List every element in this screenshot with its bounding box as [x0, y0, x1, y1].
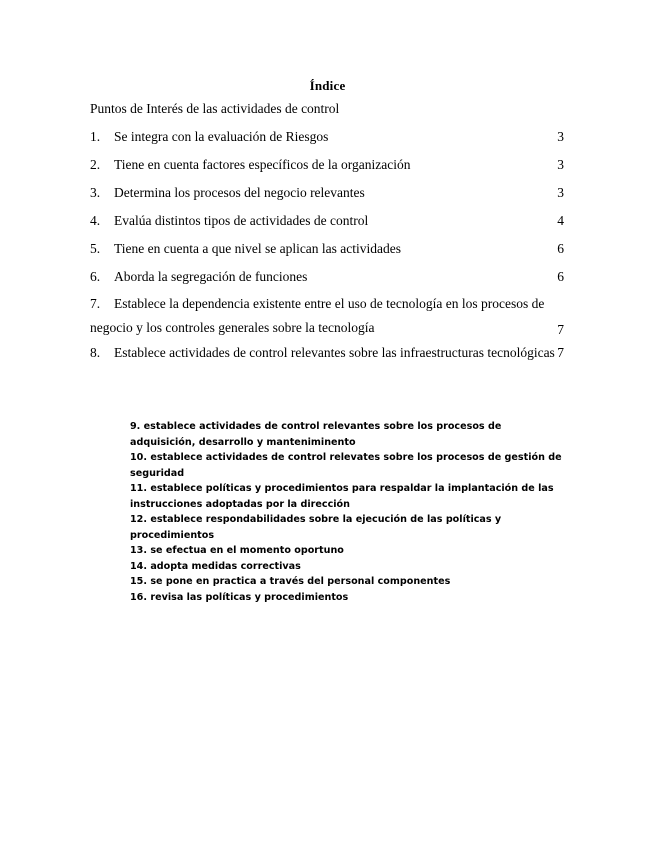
toc-entry[interactable]: [90, 344, 564, 372]
list-item: 12. establece respondabilidades sobre la ejecución de las políticas y procedimientos: [130, 514, 502, 541]
toc-entry-text: Aborda la segregación de funciones: [114, 269, 308, 284]
toc-entry-text: Establece actividades de control relevantes sobre las infraestructuras tecnológicas: [114, 345, 555, 360]
toc-entry-page: 6: [557, 241, 564, 256]
toc-entry-text: Tiene en cuenta factores específicos de la organización: [114, 157, 411, 172]
toc-entry[interactable]: [90, 240, 564, 268]
toc-entry-number: 8.: [90, 345, 101, 360]
toc-entry-page: 4: [557, 213, 564, 228]
table-of-contents: [90, 128, 564, 372]
toc-entry-text: Evalúa distintos tipos de actividades de control: [114, 213, 369, 228]
list-item: 10. establece actividades de control relevates sobre los procesos de gestión de seguridad: [130, 452, 562, 479]
toc-entry-text: Determina los procesos del negocio relevantes: [114, 185, 365, 200]
toc-entry-number: 2.: [90, 157, 101, 172]
toc-entry-number: 6.: [90, 269, 101, 284]
toc-entry-number: 4.: [90, 213, 101, 228]
index-title: Índice: [309, 78, 346, 93]
toc-entry[interactable]: [90, 128, 564, 156]
additional-points-list: [130, 419, 570, 605]
toc-entry[interactable]: [90, 156, 564, 184]
toc-entry[interactable]: [90, 184, 564, 212]
toc-entry-page: 3: [557, 157, 564, 172]
toc-entry-page: 7: [557, 322, 564, 337]
toc-entry-number: 1.: [90, 129, 101, 144]
toc-entry-page: 3: [557, 129, 564, 144]
list-item: 15. se pone en practica a través del personal componentes: [130, 576, 451, 587]
toc-entry-page: 6: [557, 269, 564, 284]
toc-entry-page: 7: [557, 345, 564, 360]
list-item: 13. se efectua en el momento oportuno: [130, 545, 344, 556]
toc-entry-number: 3.: [90, 185, 101, 200]
list-item: 16. revisa las políticas y procedimientos: [130, 591, 349, 603]
toc-entry-text: Tiene en cuenta a que nivel se aplican las actividades: [114, 241, 402, 256]
toc-entry[interactable]: [90, 212, 564, 240]
toc-entry[interactable]: [90, 292, 564, 344]
toc-entry-text: Se integra con la evaluación de Riesgos: [114, 129, 329, 144]
toc-entry-text: Establece la dependencia existente entre el uso de tecnología en los procesos de negocio y los controles generales sobre la tecnología: [90, 296, 545, 335]
list-item: 11. establece políticas y procedimientos para respaldar la implantación de las instrucciones adoptadas por la dirección: [130, 483, 554, 510]
toc-entry-number: 5.: [90, 241, 101, 256]
index-subtitle: Puntos de Interés de las actividades de control: [90, 101, 340, 116]
list-item: 9. establece actividades de control relevantes sobre los procesos de adquisición, desarrollo y manteniminento: [130, 421, 502, 448]
toc-entry-page: 3: [557, 185, 564, 200]
list-item: 14. adopta medidas correctivas: [130, 560, 301, 572]
toc-entry-number: 7.: [90, 296, 101, 311]
